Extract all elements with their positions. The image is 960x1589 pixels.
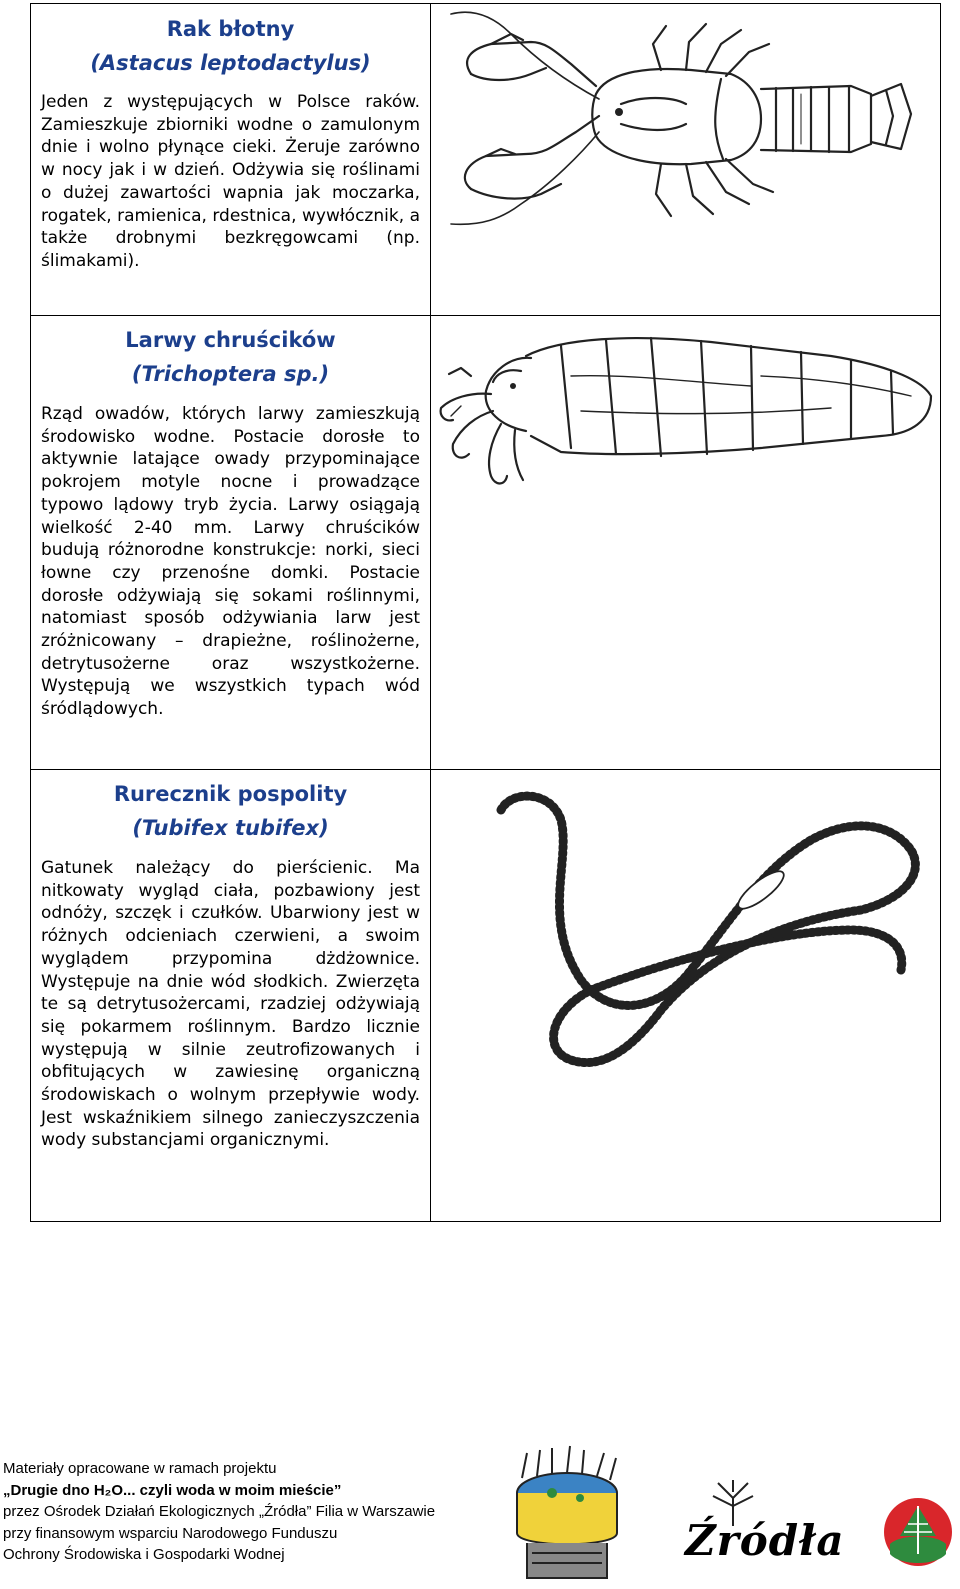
entry-latin-name: (Tubifex tubifex) (132, 816, 329, 840)
project-logo (512, 1438, 622, 1588)
entry-description: Gatunek należący do pierścienic. Ma nitkowaty wygląd ciała, pozbawiony jest odnóży, szczęk i czułków. Ubarwiony jest w różnych odcieniach czerwieni, a swoim wyglądem przypomina dżdżownice. Występuje na dnie wód słodkich. Zwierzęta te są detrytusożercami, rzadziej odżywiają się pokarmem roślinnym. Bardzo licznie występują w silnie zeutrofizowanych i obfitujących w zawiesinę organiczną środowiskach o wolnym przepływie wody. Jest wskaźnikiem silnego zanieczyszczenia wody substancjami organicznymi. (41, 858, 420, 1151)
footer-line: przez Ośrodek Działań Ekologicznych „Źródła” Filia w Warszawie (3, 1503, 436, 1520)
footer-credits (3, 1458, 435, 1566)
table-row (31, 316, 940, 770)
footer-project-title: „Drugie dno H₂O... czyli woda w moim mieście” (3, 1481, 342, 1499)
entry-latin-name: (Trichoptera sp.) (131, 362, 330, 386)
table-row (31, 4, 940, 316)
tubifex-worm-drawing (431, 770, 939, 1221)
entry-illustration-cell (431, 770, 940, 1221)
crayfish-drawing (431, 4, 939, 315)
caddisfly-larva-drawing (431, 316, 939, 769)
entry-illustration-cell (431, 4, 940, 315)
entry-illustration-cell (431, 316, 940, 769)
footer-line: Materiały opracowane w ramach projektu (3, 1460, 277, 1477)
entry-description: Jeden z występujących w Polsce raków. Zamieszkuje zbiorniki wodne o zamulonym dnie i wolno płynące cieki. Żeruje zarówno w nocy jak i w dzień. Odżywia się roślinami o dużej zawartości wapnia jak moczarka, rogatek, ramienica, rdestnica, wywłócznik, a także drobnymi bezkręgowcami (np. ślimakami). (41, 92, 420, 271)
footer-line: Ochrony Środowiska i Gospodarki Wodnej (3, 1546, 285, 1563)
entry-title: Rurecznik pospolity (113, 782, 348, 806)
footer-line: przy finansowym wsparciu Narodowego Funduszu (3, 1524, 338, 1542)
species-table (30, 3, 941, 1222)
nfosigw-logo (880, 1494, 956, 1570)
zrodla-logo (685, 1478, 855, 1578)
entry-text-cell (31, 316, 431, 769)
table-row (31, 770, 940, 1221)
entry-latin-name: (Astacus leptodactylus) (90, 51, 371, 75)
zrodla-wordmark: Źródła (685, 1516, 845, 1565)
entry-text-cell (31, 770, 431, 1221)
entry-title: Larwy chruścików (125, 328, 336, 352)
entry-text-cell (31, 4, 431, 315)
entry-title: Rak błotny (166, 17, 295, 41)
entry-description: Rząd owadów, których larwy zamieszkują środowisko wodne. Postacie dorosłe to aktywnie latające owady przypominające pokrojem motyle nocne i prowadzące typowo lądowy tryb życia. Larwy osiągają wielkość 2-40 mm. Larwy chruścików budują różnorodne konstrukcje: norki, sieci łowne czy przenośne domki. Postacie dorosłe odżywiają się sokami roślinnymi, natomiast sposób odżywiania larw jest zróżnicowany – drapieżne, roślinożerne, detrytusożerne oraz wszystkożerne. Występują we wszystkich typach wód śródlądowych. (41, 404, 420, 720)
